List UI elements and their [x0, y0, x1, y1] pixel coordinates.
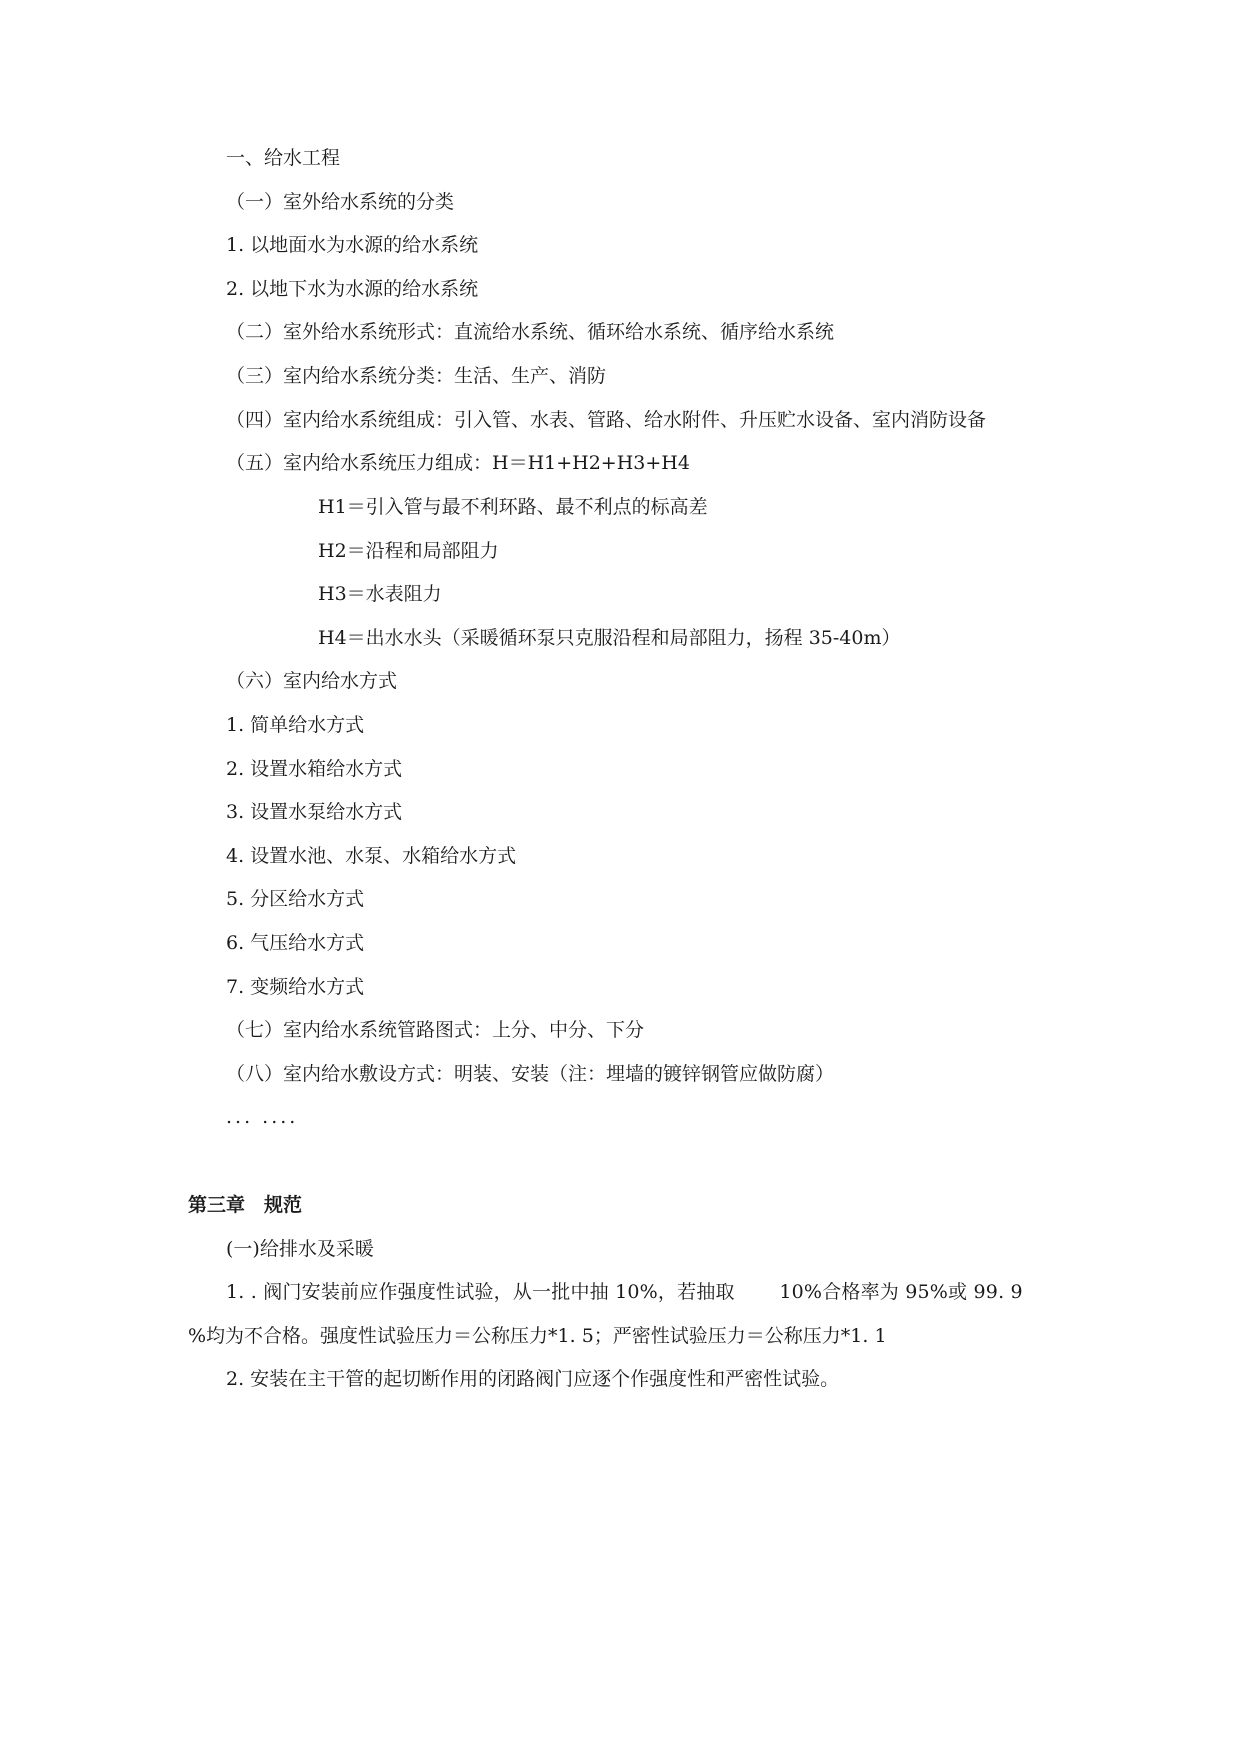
pressure-term: H4＝出水水头（采暖循环泵只克服沿程和局部阻力，扬程 35-40m） [318, 627, 901, 649]
pressure-term: H2＝沿程和局部阻力 [318, 540, 499, 562]
paragraph-line: 2. 安装在主干管的起切断作用的闭路阀门应逐个作强度性和严密性试验。 [226, 1368, 840, 1390]
supply-method: 5. 分区给水方式 [226, 888, 365, 910]
list-item: （八）室内给水敷设方式：明装、安装（注：埋墙的镀锌钢管应做防腐） [226, 1063, 835, 1085]
list-item: （五）室内给水系统压力组成：H＝H1+H2+H3+H4 [226, 452, 690, 474]
supply-method: 2. 设置水箱给水方式 [226, 758, 403, 780]
list-item: （六）室内给水方式 [226, 670, 398, 692]
list-item: 2. 以地下水为水源的给水系统 [226, 278, 479, 300]
list-item: （四）室内给水系统组成：引入管、水表、管路、给水附件、升压贮水设备、室内消防设备 [226, 409, 987, 431]
supply-method: 1. 简单给水方式 [226, 714, 365, 736]
chapter-subheading: (一)给排水及采暖 [226, 1238, 374, 1260]
section-heading: 一、给水工程 [226, 147, 341, 169]
ellipsis-text: ... .... [226, 1106, 299, 1128]
paragraph-line: %均为不合格。强度性试验压力＝公称压力*1. 5；严密性试验压力＝公称压力*1. 1 [188, 1325, 887, 1347]
supply-method: 4. 设置水池、水泵、水箱给水方式 [226, 845, 517, 867]
list-item: （一）室外给水系统的分类 [226, 191, 455, 213]
pressure-term: H3＝水表阻力 [318, 583, 442, 605]
supply-method: 6. 气压给水方式 [226, 932, 365, 954]
pressure-term: H1＝引入管与最不利环路、最不利点的标高差 [318, 496, 708, 518]
supply-method: 3. 设置水泵给水方式 [226, 801, 403, 823]
paragraph-line: 1. . 阀门安装前应作强度性试验，从一批中抽 10%，若抽取 10%合格率为 95%或 99. 9 [226, 1281, 1023, 1303]
list-item: （二）室外给水系统形式：直流给水系统、循环给水系统、循序给水系统 [226, 321, 835, 343]
list-item: （三）室内给水系统分类：生活、生产、消防 [226, 365, 607, 387]
chapter-title: 第三章 规范 [188, 1194, 303, 1216]
supply-method: 7. 变频给水方式 [226, 976, 365, 998]
list-item: （七）室内给水系统管路图式：上分、中分、下分 [226, 1019, 645, 1041]
list-item: 1. 以地面水为水源的给水系统 [226, 234, 479, 256]
